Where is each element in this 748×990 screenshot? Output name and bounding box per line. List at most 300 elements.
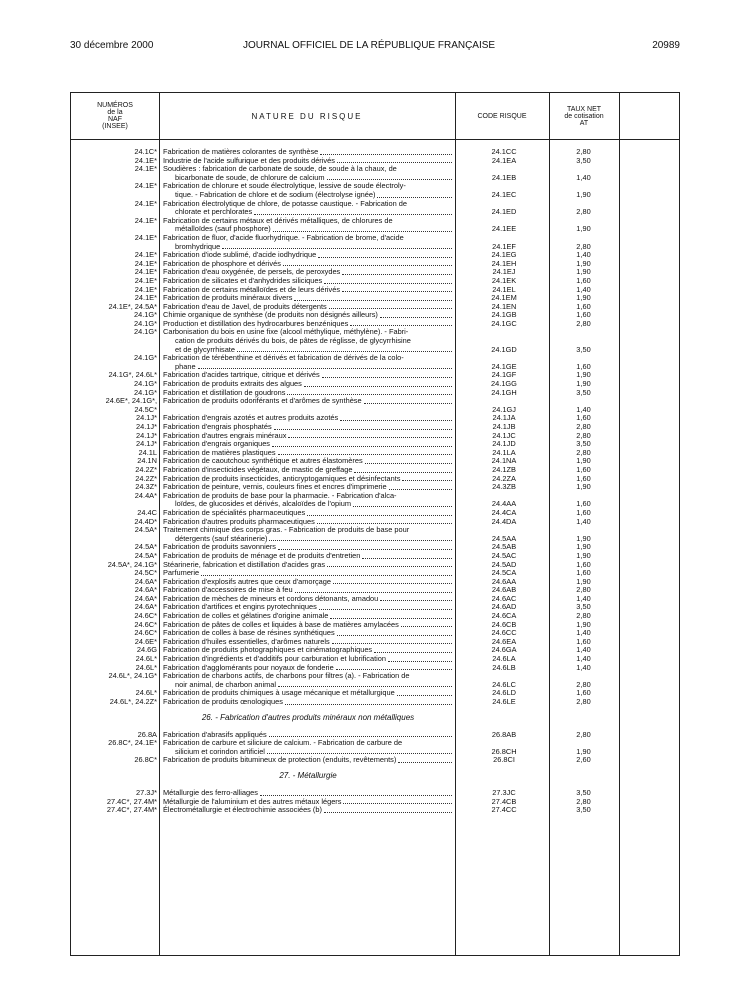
dot-leader	[401, 621, 452, 628]
description-text: phane	[175, 361, 196, 371]
dot-leader	[365, 457, 452, 464]
naf-code: 24.5A*, 24.1G*	[107, 559, 157, 569]
description-text: Fabrication de produits odoriférants et d'arômes de synthèse	[163, 396, 362, 406]
naf-code: 27.3J*	[136, 787, 157, 797]
dot-leader	[294, 294, 452, 301]
contribution-rate: 1,90	[576, 550, 591, 560]
risk-code: 24.6LC	[492, 679, 516, 689]
naf-code: 24.1E*	[134, 293, 157, 303]
description-text: Fabrication d'explosifs autres que ceux d'amorçage	[163, 576, 331, 586]
table-row	[71, 526, 679, 543]
risk-code: 24.6LD	[492, 688, 516, 698]
description-text: Fabrication de pâtes de colles et liquides à base de matières amylacées	[163, 619, 399, 629]
table-row	[71, 182, 679, 199]
risk-code: 24.6LB	[492, 662, 516, 672]
risk-code: 24.1GE	[491, 361, 517, 371]
naf-code: 24.6A*	[134, 576, 157, 586]
description-text: silicium et corindon artificiel	[175, 746, 265, 756]
risk-code: 24.1ZB	[492, 464, 516, 474]
column-header-naf	[71, 93, 159, 139]
dot-leader	[287, 389, 452, 396]
description-text: et de glycyrrhisate	[175, 344, 235, 354]
risk-table	[70, 92, 680, 956]
risk-code: 27.4CC	[491, 805, 517, 815]
description-text: Fabrication de matières colorantes de synthèse	[163, 147, 319, 156]
description-line: Fabrication de charbons actifs, de charbons pour filtres (a). - Fabrication de	[163, 671, 410, 681]
description-text: Fabrication d'artifices et engins pyrotechniques	[163, 602, 317, 612]
risk-description	[163, 234, 453, 251]
dot-leader	[283, 260, 452, 267]
risk-code: 24.1EF	[492, 241, 516, 251]
dot-leader	[329, 303, 452, 310]
risk-description	[163, 200, 453, 217]
contribution-rate: 1,60	[576, 413, 591, 423]
contribution-rate: 2,80	[576, 796, 591, 806]
dot-leader	[337, 629, 452, 636]
description-text: Fabrication de peinture, vernis, couleurs fines et encres d'imprimerie	[163, 482, 387, 492]
risk-code: 26.8AB	[491, 729, 517, 739]
risk-description	[163, 397, 453, 406]
risk-code: 24.1EC	[491, 189, 517, 199]
header-rule	[71, 139, 679, 140]
dot-leader	[318, 251, 452, 258]
dot-leader	[260, 789, 452, 796]
column-header-taux	[549, 93, 619, 139]
dot-leader	[364, 397, 452, 404]
contribution-rate: 1,90	[576, 224, 591, 234]
contribution-rate: 1,90	[576, 533, 591, 543]
contribution-rate: 1,40	[576, 284, 591, 294]
dot-leader	[327, 174, 452, 181]
risk-code: 24.6CC	[491, 628, 517, 638]
description-text: Chimie organique de synthèse (de produits non désignés ailleurs)	[163, 310, 378, 320]
column-header-nature: NATURE DU RISQUE	[251, 111, 363, 121]
risk-code: 24.5AA	[491, 533, 517, 543]
table-row	[71, 756, 679, 765]
contribution-rate: 1,40	[576, 654, 591, 664]
risk-code: 24.1JA	[492, 413, 516, 423]
description-line	[163, 806, 453, 815]
contribution-rate: 1,60	[576, 361, 591, 371]
naf-code: 24.6A*	[134, 585, 157, 595]
description-text: noir animal, de charbon animal	[175, 679, 277, 689]
contribution-rate: 1,60	[576, 499, 591, 509]
dot-leader	[377, 191, 452, 198]
dot-leader	[288, 432, 452, 439]
table-row	[71, 234, 679, 251]
naf-code: 24.6L*	[135, 662, 157, 672]
naf-code: 27.4C*, 27.4M*	[106, 805, 157, 815]
risk-code: 24.1GH	[491, 387, 517, 397]
dot-leader	[343, 798, 452, 805]
description-text: Fabrication d'insecticides végétaux, de mastic de greffage	[163, 464, 353, 474]
dot-leader	[254, 208, 452, 215]
contribution-rate: 1,40	[576, 645, 591, 655]
risk-code: 24.5AC	[491, 550, 517, 560]
naf-code: 24.1J*	[136, 439, 157, 449]
description-text: Fabrication de produits minéraux divers	[163, 293, 293, 303]
contribution-rate: 2,80	[576, 447, 591, 457]
description-text: Fabrication de produits extraits des algues	[163, 379, 302, 389]
description-line	[163, 397, 453, 406]
header-page-number: 20989	[652, 40, 680, 51]
risk-code: 24.1NA	[491, 456, 517, 466]
naf-code: 24.6L*, 24.2Z*	[109, 697, 157, 707]
risk-code: 24.1GF	[491, 370, 517, 380]
risk-code: 24.1EA	[491, 155, 517, 165]
naf-code: 24.2Z*	[135, 473, 157, 483]
description-line: cation de produits dérivés du bois, de pâtes de réglisse, de glycyrrhisine	[175, 336, 411, 346]
contribution-rate: 3,50	[576, 155, 591, 165]
contribution-rate: 1,40	[576, 593, 591, 603]
dot-leader	[332, 638, 452, 645]
contribution-rate: 2,80	[576, 679, 591, 689]
contribution-rate: 1,60	[576, 275, 591, 285]
naf-code: 24.4C	[137, 507, 157, 517]
contribution-rate: 3,50	[576, 344, 591, 354]
column-header-code: CODE RISQUE	[477, 112, 527, 120]
risk-code: 27.3JC	[492, 787, 516, 797]
contribution-rate: 1,90	[576, 576, 591, 586]
risk-description	[163, 698, 453, 707]
table-row	[71, 739, 679, 756]
contribution-rate: 1,60	[576, 636, 591, 646]
contribution-rate: 1,90	[576, 370, 591, 380]
contribution-rate: 1,90	[576, 746, 591, 756]
naf-code: 24.6L*	[135, 654, 157, 664]
contribution-rate: 1,90	[576, 619, 591, 629]
naf-code: 24.1E*, 24.5A*	[108, 301, 157, 311]
description-text: Fabrication d'autres engrais minéraux	[163, 430, 287, 440]
dot-leader	[307, 509, 452, 516]
description-text: Fabrication de produits insecticides, anticryptogamiques et désinfectants	[163, 473, 401, 483]
naf-code: 24.5C*	[134, 404, 157, 414]
naf-header-line: de la	[107, 109, 123, 116]
table-row	[71, 806, 679, 815]
risk-code: 24.1GJ	[492, 404, 516, 414]
section-heading	[71, 765, 679, 789]
risk-code: 24.6AB	[491, 585, 517, 595]
risk-description	[163, 354, 453, 371]
table-row	[71, 354, 679, 371]
description-text: Fabrication d'autres produits pharmaceutiques	[163, 516, 315, 526]
naf-code: 24.4A*	[134, 490, 157, 500]
description-text: Production et distillation des hydrocarbures benzéniques	[163, 318, 349, 328]
table-row	[71, 217, 679, 234]
description-text: Industrie de l'acide sulfurique et des produits dérivés	[163, 155, 335, 165]
description-line: Fabrication de carbure et siliciure de calcium. - Fabrication de carbure de	[163, 738, 403, 748]
risk-description	[163, 756, 453, 765]
naf-code: 24.6G	[136, 645, 157, 655]
risk-code: 24.4DA	[491, 516, 517, 526]
header-date: 30 décembre 2000	[70, 40, 154, 51]
section-title: 26. - Fabrication d'autres produits minéraux non métalliques	[201, 712, 415, 722]
naf-code: 24.1E*	[134, 258, 157, 268]
risk-code: 24.1EJ	[492, 267, 516, 277]
dot-leader	[320, 148, 452, 155]
naf-code: 24.4D*	[134, 516, 157, 526]
risk-code: 24.6EA	[491, 636, 517, 646]
description-line: Traitement chimique des corps gras. - Fabrication de produits de base pour	[163, 525, 410, 535]
naf-header-line: NAF	[108, 116, 122, 123]
description-text: Fabrication d'agglomérants pour noyaux de fonderie	[163, 662, 334, 672]
description-text: Fabrication de mèches de mineurs et cordons détonants, amadou	[163, 593, 379, 603]
dot-leader	[319, 603, 452, 610]
naf-code: 24.6C*	[134, 619, 157, 629]
dot-leader	[340, 414, 452, 421]
dot-leader	[269, 535, 452, 542]
risk-code: 24.6AC	[491, 593, 517, 603]
header-journal-title: JOURNAL OFFICIEL DE LA RÉPUBLIQUE FRANÇAISE	[243, 40, 496, 51]
naf-code: 24.6C*	[134, 611, 157, 621]
naf-code: 24.5C*	[134, 568, 157, 578]
dot-leader	[350, 320, 452, 327]
description-line	[163, 756, 453, 765]
risk-code: 24.1EH	[491, 258, 517, 268]
taux-header-line: AT	[579, 119, 589, 127]
contribution-rate: 1,90	[576, 258, 591, 268]
dot-leader	[389, 483, 452, 490]
contribution-rate: 3,50	[576, 387, 591, 397]
risk-code: 24.6LE	[492, 697, 516, 707]
risk-code: 24.1EL	[492, 284, 516, 294]
dot-leader	[336, 664, 452, 671]
naf-header-line: (INSEE)	[102, 123, 128, 130]
risk-description	[163, 182, 453, 199]
description-text: Fabrication de colles et gélatines d'origine animale	[163, 611, 329, 621]
naf-code: 24.1G*	[133, 310, 157, 320]
naf-code: 26.8C*, 24.1E*	[108, 738, 157, 748]
naf-code: 24.1J*	[136, 413, 157, 423]
dot-leader	[278, 543, 452, 550]
risk-code: 24.1EB	[491, 172, 517, 182]
contribution-rate: 1,90	[576, 379, 591, 389]
naf-code: 24.1C*	[134, 147, 157, 156]
risk-description	[163, 561, 453, 570]
contribution-rate: 2,80	[576, 729, 591, 739]
naf-code: 26.8C*	[134, 755, 157, 765]
dot-leader	[333, 578, 452, 585]
naf-code: 24.5A*	[134, 542, 157, 552]
risk-description	[163, 806, 453, 815]
risk-code: 24.6CB	[491, 619, 517, 629]
contribution-rate: 1,90	[576, 267, 591, 277]
risk-code: 24.3ZB	[492, 482, 516, 492]
description-line: Fabrication de térébenthine et dérivés et fabrication de dérivés de la colo-	[163, 353, 404, 363]
description-text: Fabrication d'iode sublimé, d'acide iodhydrique	[163, 250, 317, 260]
risk-code: 24.5CA	[491, 568, 517, 578]
table-row	[71, 397, 679, 414]
naf-code: 24.6L*	[135, 688, 157, 698]
description-text: Fabrication de produits bitumineux de protection (enduits, revêtements)	[163, 755, 397, 765]
naf-code: 24.1G*	[133, 318, 157, 328]
risk-code: 24.1ED	[491, 207, 517, 217]
description-text: Fabrication d'acides tartrique, citrique et dérivés	[163, 370, 320, 380]
dot-leader	[353, 500, 452, 507]
dot-leader	[327, 561, 452, 568]
description-text: Fabrication de certains métalloïdes et de leurs dérivés	[163, 284, 341, 294]
description-text: Fabrication d'huiles essentielles, d'arômes naturels	[163, 636, 330, 646]
naf-code: 24.1N	[137, 456, 157, 466]
description-text: détergents (sauf stéarinerie)	[175, 533, 268, 543]
contribution-rate: 2,80	[576, 241, 591, 251]
contribution-rate: 1,90	[576, 456, 591, 466]
risk-description	[163, 165, 453, 182]
contribution-rate: 1,60	[576, 559, 591, 569]
contribution-rate: 1,40	[576, 628, 591, 638]
risk-code: 24.5AB	[491, 542, 517, 552]
table-row	[71, 165, 679, 182]
taux-header-line: TAUX NET	[566, 105, 602, 113]
risk-code: 24.1GB	[491, 310, 517, 320]
naf-code: 24.1J*	[136, 422, 157, 432]
risk-description	[163, 739, 453, 756]
naf-code: 24.1E*	[134, 164, 157, 174]
risk-code: 24.1EG	[491, 250, 517, 260]
naf-code: 24.1G*	[133, 327, 157, 337]
description-text: Fabrication et distillation de goudrons	[163, 387, 286, 397]
dot-leader	[198, 363, 452, 370]
description-text: Fabrication d'eau de Javel, de produits détergents	[163, 301, 327, 311]
dot-leader	[374, 646, 452, 653]
risk-description	[163, 492, 453, 509]
dot-leader	[388, 655, 452, 662]
section-title: 27. - Métallurgie	[279, 770, 337, 780]
dot-leader	[322, 371, 452, 378]
contribution-rate: 2,80	[576, 318, 591, 328]
description-text: Métallurgie de l'aluminium et des autres métaux légers	[163, 796, 342, 806]
description-text: métalloïdes (sauf phosphore)	[175, 224, 271, 234]
naf-code: 24.1L	[138, 447, 157, 457]
risk-code: 24.5AD	[491, 559, 517, 569]
contribution-rate: 2,60	[576, 755, 591, 765]
naf-code: 24.1E*	[134, 181, 157, 191]
dot-leader	[278, 449, 452, 456]
contribution-rate: 1,60	[576, 507, 591, 517]
description-line: Soudières : fabrication de carbonate de soude, de soude à la chaux, de	[163, 164, 397, 174]
description-text: Fabrication d'accessoires de mise à feu	[163, 585, 293, 595]
risk-code: 24.1JC	[492, 430, 516, 440]
naf-code: 24.1E*	[134, 215, 157, 225]
contribution-rate: 2,80	[576, 585, 591, 595]
naf-code: 24.5A*	[134, 525, 157, 535]
dot-leader	[397, 689, 452, 696]
dot-leader	[380, 595, 452, 602]
risk-code: 24.6GA	[491, 645, 517, 655]
naf-code: 24.1E*	[134, 267, 157, 277]
dot-leader	[237, 346, 452, 353]
naf-code: 24.2Z*	[135, 464, 157, 474]
naf-code: 24.6A*	[134, 602, 157, 612]
dot-leader	[337, 157, 452, 164]
contribution-rate: 1,40	[576, 516, 591, 526]
description-text: bicarbonate de soude, de chlorure de calcium	[175, 172, 325, 182]
risk-code: 24.6AD	[491, 602, 517, 612]
description-text: Stéarinerie, fabrication et distillation d'acides gras	[163, 559, 326, 569]
description-text: Fabrication d'engrais phosphatés	[163, 422, 272, 432]
dot-leader	[324, 277, 452, 284]
section-heading	[71, 707, 679, 731]
table-body	[71, 148, 679, 815]
description-text: Fabrication de spécialités pharmaceutiques	[163, 507, 306, 517]
description-text: loïdes, de glucosides et dérivés, alcaloïdes de l'opium	[175, 499, 352, 509]
dot-leader	[402, 475, 452, 482]
risk-code: 24.2ZA	[492, 473, 516, 483]
naf-header-line: NUMÉROS	[97, 102, 133, 109]
naf-code: 24.1E*	[134, 232, 157, 242]
contribution-rate: 1,90	[576, 482, 591, 492]
dot-leader	[272, 440, 452, 447]
description-text: Fabrication de produits savonniers	[163, 542, 276, 552]
contribution-rate: 3,50	[576, 787, 591, 797]
risk-code: 24.1GC	[491, 318, 517, 328]
description-text: Métallurgie des ferro-alliages	[163, 787, 258, 797]
dot-leader	[278, 681, 452, 688]
contribution-rate: 1,40	[576, 662, 591, 672]
dot-leader	[222, 243, 452, 250]
contribution-rate: 1,60	[576, 688, 591, 698]
naf-code: 24.6E*, 24.1G*,	[105, 396, 157, 406]
description-text: chlorate et perchlorates	[175, 207, 253, 217]
contribution-rate: 2,80	[576, 207, 591, 217]
description-text: Fabrication de produits photographiques et cinématographiques	[163, 645, 373, 655]
dot-leader	[342, 268, 452, 275]
naf-code: 24.1G*	[133, 379, 157, 389]
description-text: Fabrication de matières plastiques	[163, 447, 276, 457]
description-line: Fabrication de fluor, d'acide fluorhydrique. - Fabrication de brome, d'acide	[163, 232, 404, 242]
contribution-rate: 3,50	[576, 602, 591, 612]
naf-code: 24.1E*	[134, 250, 157, 260]
dot-leader	[380, 311, 452, 318]
contribution-rate: 1,60	[576, 473, 591, 483]
contribution-rate: 2,80	[576, 611, 591, 621]
description-text: Fabrication de caoutchouc synthétique et autres élastomères	[163, 456, 363, 466]
dot-leader	[304, 380, 452, 387]
contribution-rate: 2,80	[576, 430, 591, 440]
description-text: Fabrication de silicates et d'anhydrides siliciques	[163, 275, 323, 285]
naf-code: 24.1G*	[133, 387, 157, 397]
risk-code: 27.4CB	[491, 796, 517, 806]
risk-code: 24.4CA	[491, 507, 517, 517]
risk-code: 24.4AA	[491, 499, 517, 509]
risk-code: 24.1CC	[491, 147, 517, 156]
risk-code: 26.8CI	[493, 755, 515, 765]
description-text: Fabrication d'abrasifs appliqués	[163, 729, 267, 739]
description-text: Fabrication d'engrais organiques	[163, 439, 270, 449]
description-text: Fabrication de produits chimiques à usage mécanique et métallurgique	[163, 688, 395, 698]
risk-code: 24.6CA	[491, 611, 517, 621]
naf-code: 24.3Z*	[135, 482, 157, 492]
risk-code: 24.1GG	[491, 379, 517, 389]
contribution-rate: 1,60	[576, 310, 591, 320]
contribution-rate: 2,80	[576, 697, 591, 707]
contribution-rate: 1,60	[576, 464, 591, 474]
table-row	[71, 698, 679, 707]
risk-code: 24.1EN	[491, 301, 517, 311]
contribution-rate: 1,40	[576, 172, 591, 182]
description-text: Fabrication de colles à base de résines synthétiques	[163, 628, 335, 638]
risk-description	[163, 217, 453, 234]
risk-code: 24.1JD	[492, 439, 516, 449]
naf-code: 24.1E*	[134, 198, 157, 208]
description-line: Fabrication de certains métaux et dérivés métalliques, de chlorures de	[163, 215, 393, 225]
naf-code: 26.8A	[137, 729, 157, 739]
naf-code: 24.1G*, 24.6L*	[108, 370, 157, 380]
naf-code: 24.6C*	[134, 628, 157, 638]
table-row	[71, 492, 679, 509]
risk-description	[163, 672, 453, 689]
naf-code: 24.1J*	[136, 430, 157, 440]
